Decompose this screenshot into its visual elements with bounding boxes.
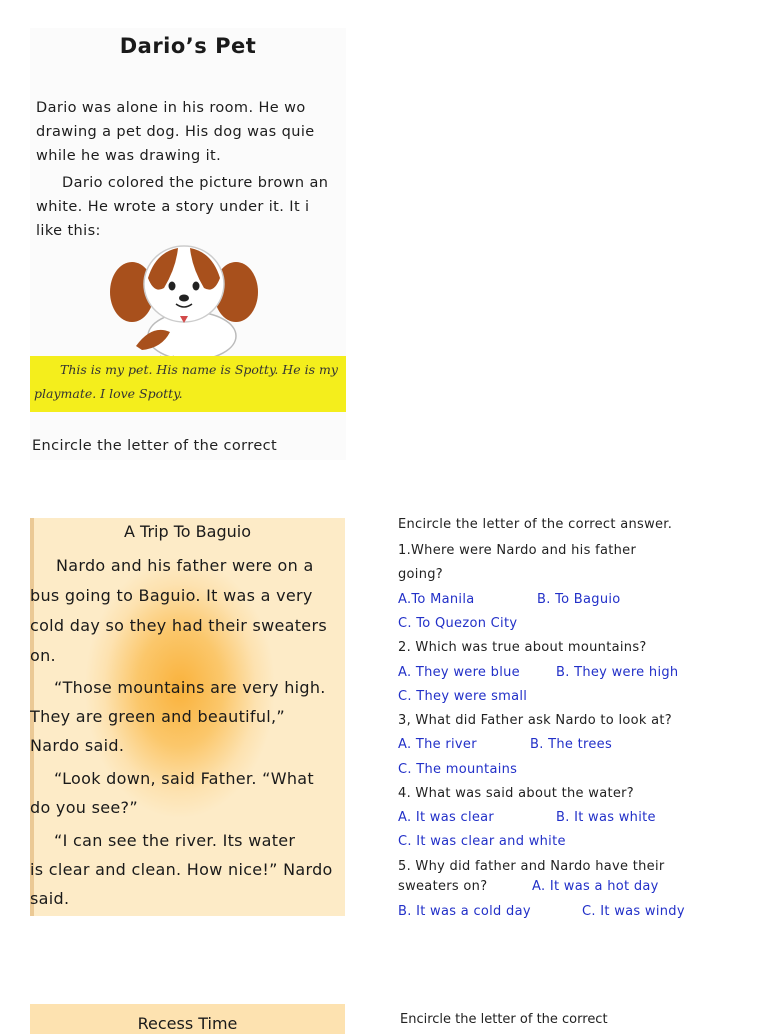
dario-pet-panel [30,28,346,460]
trip-title: A Trip To Baguio [124,522,251,541]
trip-line-4: on. [30,646,56,665]
trip-line-3: cold day so they had their sweaters [30,616,327,635]
dog-icon [100,238,270,364]
q1-option-c[interactable]: C. To Quezon City [398,616,518,631]
q3-option-c[interactable]: C. The mountains [398,762,518,777]
trip-line-5: “Those mountains are very high. [54,678,326,697]
dario-line-5: white. He wrote a story under it. It i [36,199,310,215]
trip-line-7: Nardo said. [30,736,125,755]
q3-option-a[interactable]: A. The river [398,737,477,752]
recess-instruction: Encircle the letter of the correct [400,1012,608,1027]
question-1-text: 1.Where were Nardo and his father [398,543,637,558]
trip-line-6: They are green and beautiful,” [30,707,286,726]
questions-instruction: Encircle the letter of the correct answer. [398,517,673,532]
q2-option-c[interactable]: C. They were small [398,689,528,704]
trip-line-2: bus going to Baguio. It was a very [30,586,313,605]
caption-line-1: This is my pet. His name is Spotty. He is my [60,362,338,377]
trip-line-9: do you see?” [30,798,138,817]
question-5-text: 5. Why did father and Nardo have their [398,859,665,874]
question-1-text-cont: going? [398,567,444,582]
q2-option-a[interactable]: A. They were blue [398,665,520,680]
q5-option-a[interactable]: A. It was a hot day [532,879,659,894]
trip-story-panel [30,518,345,916]
question-3-text: 3, What did Father ask Nardo to look at? [398,713,673,728]
q4-option-b[interactable]: B. It was white [556,810,656,825]
caption-line-2: playmate. I love Spotty. [34,386,183,401]
q5-option-c[interactable]: C. It was windy [582,904,685,919]
q3-option-b[interactable]: B. The trees [530,737,613,752]
trip-line-12: said. [30,889,70,908]
q5-option-b[interactable]: B. It was a cold day [398,904,531,919]
q2-option-b[interactable]: B. They were high [556,665,679,680]
trip-line-1: Nardo and his father were on a [56,556,314,575]
question-4-text: 4. What was said about the water? [398,786,635,801]
trip-line-8: “Look down, said Father. “What [54,769,314,788]
q4-option-a[interactable]: A. It was clear [398,810,495,825]
recess-story-panel [30,1004,345,1034]
q4-option-c[interactable]: C. It was clear and white [398,834,566,849]
trip-line-10: “I can see the river. Its water [54,831,296,850]
questions-panel [396,514,742,918]
dario-line-4: Dario colored the picture brown an [62,175,329,191]
dario-title: Dario’s Pet [119,34,257,58]
q1-option-b[interactable]: B. To Baguio [537,592,621,607]
dario-line-3: while he was drawing it. [36,148,222,164]
dario-instruction: Encircle the letter of the correct [32,438,278,454]
dario-line-6: like this: [36,223,101,239]
q1-option-a[interactable]: A.To Manila [398,592,475,607]
question-2-text: 2. Which was true about mountains? [398,640,647,655]
question-5-text-cont: sweaters on? [398,879,488,894]
caption-band [30,356,346,412]
trip-line-11: is clear and clean. How nice!” Nardo [30,860,333,879]
dario-line-1: Dario was alone in his room. He wo [36,100,306,116]
recess-title: Recess Time [137,1014,238,1033]
dario-line-2: drawing a pet dog. His dog was quie [36,124,315,140]
